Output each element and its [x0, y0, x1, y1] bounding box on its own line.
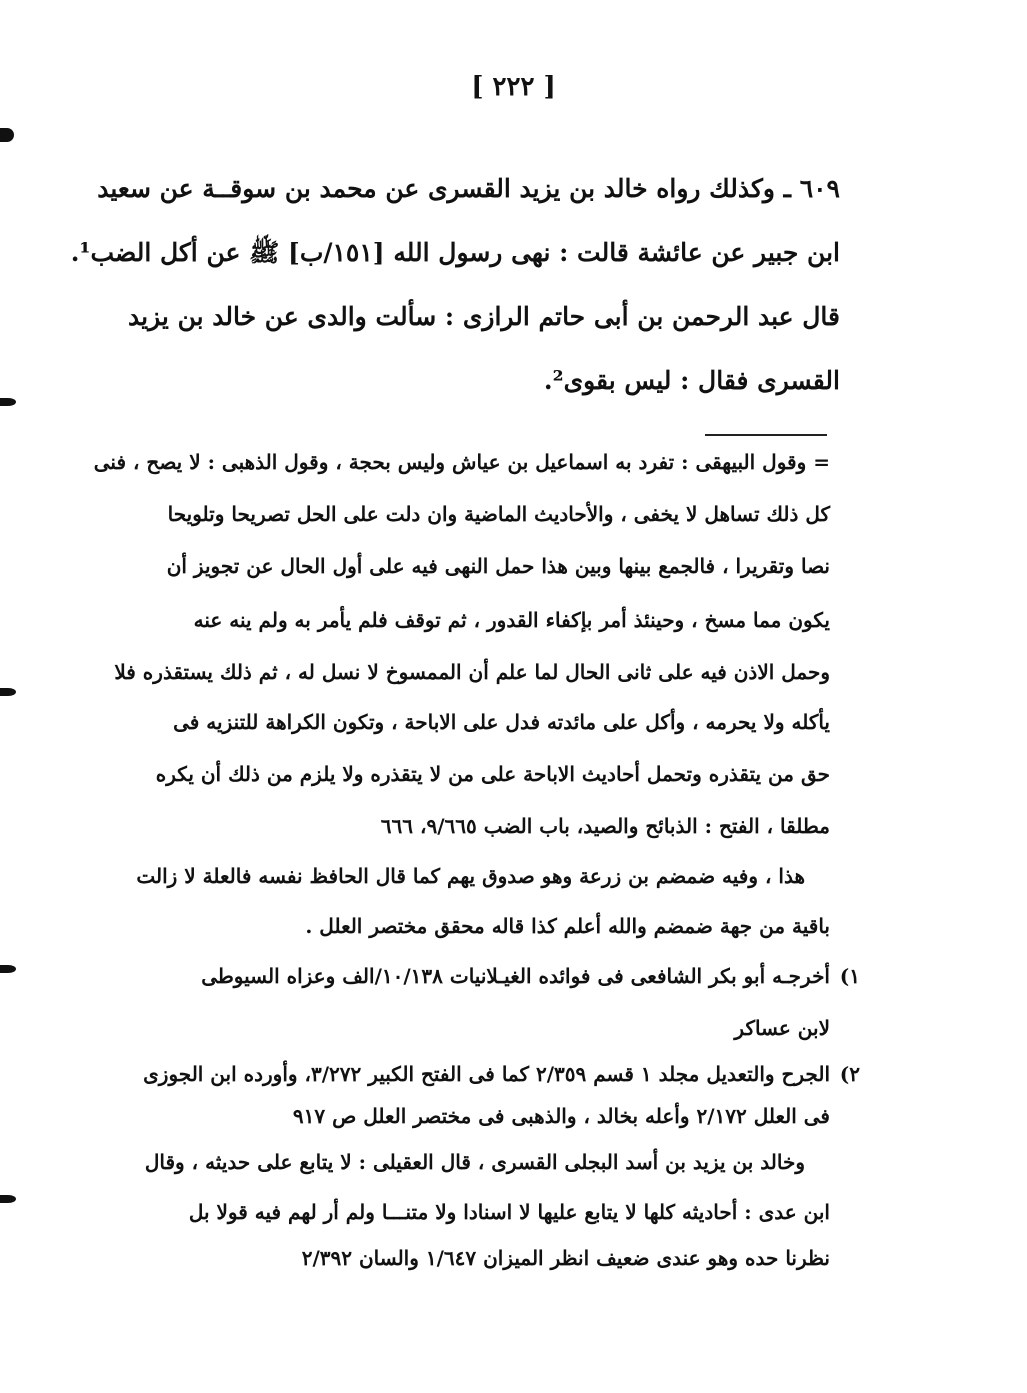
footnote-line: مطلقا ، الفتح : الذبائح والصيد، باب الضب ٩/٦٦٥، ٦٦٦ — [380, 814, 830, 838]
continuation-marker: = — [813, 450, 830, 474]
scan-artifact — [0, 688, 16, 696]
main-line: ابن جبير عن عائشة قالت : نهى رسول الله [١٥١/ب] ﷺ عن أكل الضب¹. — [70, 238, 840, 267]
footnote-2-line: وخالد بن يزيد بن أسد البجلى القسرى ، قال العقيلى : لا يتابع على حديثه ، وقال — [144, 1150, 805, 1174]
footnote-2-line: فى العلل ٢/١٧٢ وأعله بخالد ، والذهبى فى مختصر العلل ص ٩١٧ — [292, 1104, 830, 1128]
footnote-1-number: ١) — [839, 964, 860, 988]
scan-artifact — [0, 128, 14, 142]
footnote-line: حق من يتقذره وتحمل أحاديث الاباحة على من لا يتقذره ولا يلزم من ذلك أن يكره — [155, 762, 830, 786]
footnote-line: باقية من جهة ضمضم والله أعلم كذا قاله محقق مختصر العلل . — [305, 914, 830, 938]
main-line: ٦٠٩ ـ وكذلك رواه خالد بن يزيد القسرى عن محمد بن سوقــة عن سعيد — [97, 174, 840, 203]
footnote-2-number: ٢) — [839, 1062, 860, 1086]
scan-artifact — [0, 398, 16, 406]
footnote-2-line: نظرنا حده وهو عندى ضعيف انظر الميزان ١/٦٤٧ والسان ٢/٣٩٢ — [301, 1246, 830, 1270]
scan-artifact — [0, 965, 16, 973]
footnote-1-line: لابن عساكر — [734, 1016, 830, 1040]
footnote-line: هذا ، وفيه ضمضم بن زرعة وهو صدوق يهم كما قال الحافظ نفسه فالعلة لا زالت — [136, 864, 805, 888]
footnote-text: وقول البيهقى : تفرد به اسماعيل بن عياش وليس بحجة ، وقول الذهبى : لا يصح ، فنى — [93, 450, 807, 474]
footnote-line: وحمل الاذن فيه على ثانى الحال لما علم أن الممسوخ لا نسل له ، ثم ذلك يستقذره فلا — [114, 660, 830, 684]
main-line: القسرى فقال : ليس بقوى². — [543, 366, 840, 395]
main-line: قال عبد الرحمن بن أبى حاتم الرازى : سألت والدى عن خالد بن يزيد — [128, 302, 840, 331]
footnote-2-line: الجرح والتعديل مجلد ١ قسم ٢/٣٥٩ كما فى الفتح الكبير ٣/٢٧٢، وأورده ابن الجوزى — [143, 1062, 830, 1086]
page-number: [ ٢٢٢ ] — [471, 72, 556, 102]
footnotes — [93, 0, 860, 1300]
footnote-line: يأكله ولا يحرمه ، وأكل على مائدته فدل على الاباحة ، وتكون الكراهة للتنزيه فى — [173, 710, 830, 734]
scan-artifact — [0, 1195, 16, 1203]
footnote-1-line: أخرجـه أبو بكر الشافعى فى فوائده الغيـلانيات ١٠/١٣٨/الف وعزاه السيوطى — [201, 964, 830, 988]
footnote-line: يكون مما مسخ ، وحينئذ أمر بإكفاء القدور ، ثم توقف فلم يأمر به ولم ينه عنه — [193, 608, 830, 632]
footnote-line: نصا وتقريرا ، فالجمع بينها وبين هذا حمل النهى فيه على أول الحال عن تجويز أن — [166, 554, 830, 578]
footnote-line: كل ذلك تساهل لا يخفى ، والأحاديث الماضية وان دلت على الحل تصريحا وتلويحا — [167, 502, 830, 526]
footnote-2-line: ابن عدى : أحاديثه كلها لا يتابع عليها لا اسنادا ولا متنـــا ولم أر لهم فيه قولا بل — [188, 1200, 830, 1224]
footnote-line — [94, 452, 830, 472]
